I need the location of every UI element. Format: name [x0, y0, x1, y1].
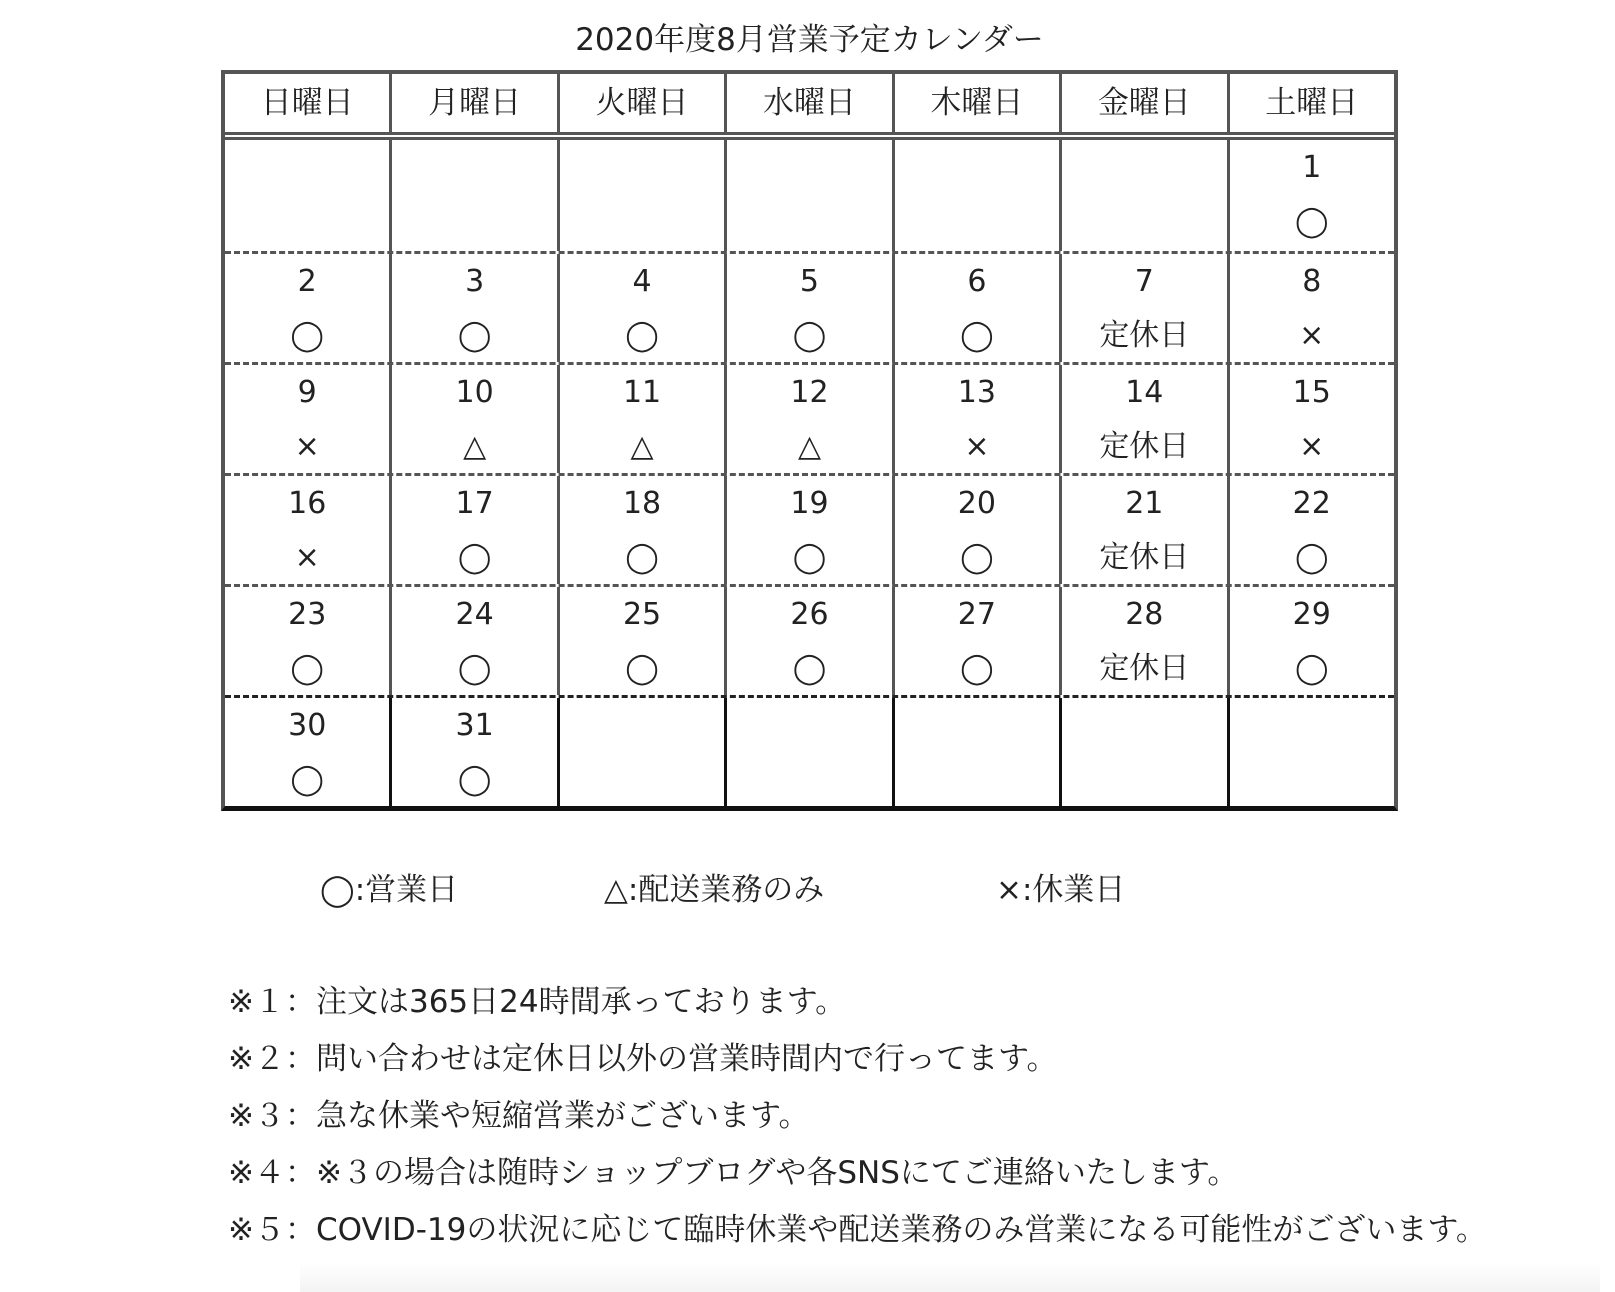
day-number: 12	[790, 375, 829, 410]
legend-delivery-only: △:配送業務のみ	[604, 872, 825, 908]
day-cell	[892, 254, 1059, 362]
weekday-friday: 金曜日	[1059, 74, 1226, 132]
day-status: ◯	[960, 651, 994, 686]
day-status: ◯	[290, 651, 324, 686]
day-cell	[225, 587, 389, 695]
week-row	[225, 584, 1394, 695]
calendar-title: 2020年度8月営業予定カレンダー	[575, 22, 1044, 58]
day-cell	[557, 476, 724, 584]
day-status: 定休日	[1099, 318, 1190, 353]
day-number: 8	[1302, 264, 1322, 299]
day-cell	[1227, 365, 1394, 473]
day-cell	[724, 476, 891, 584]
day-number: 27	[957, 597, 996, 632]
day-status: ×	[294, 540, 320, 575]
day-cell	[225, 365, 389, 473]
day-number: 29	[1292, 597, 1331, 632]
weekday-saturday: 土曜日	[1227, 74, 1394, 132]
day-cell	[557, 254, 724, 362]
day-number: 30	[288, 708, 327, 743]
day-status: △	[797, 429, 822, 464]
weekday-tuesday: 火曜日	[557, 74, 724, 132]
day-number: 6	[967, 264, 987, 299]
day-cell	[892, 365, 1059, 473]
day-cell	[1059, 476, 1226, 584]
day-number: 18	[622, 486, 662, 521]
day-cell	[225, 140, 389, 251]
day-number: 31	[455, 708, 494, 743]
day-cell	[389, 140, 556, 251]
day-cell	[557, 587, 724, 695]
day-cell	[389, 587, 556, 695]
day-cell	[389, 365, 556, 473]
week-row	[225, 140, 1394, 251]
note-item: ※２：問い合わせは定休日以外の営業時間内で行ってます。	[228, 1041, 1058, 1077]
weekday-sunday: 日曜日	[260, 85, 354, 121]
day-cell	[892, 698, 1059, 806]
day-number: 9	[297, 375, 317, 410]
calendar-body	[225, 140, 1394, 806]
day-status: ◯	[290, 318, 324, 353]
day-status: ×	[294, 429, 320, 464]
day-cell	[724, 587, 891, 695]
day-cell	[724, 698, 891, 806]
day-status: ◯	[1294, 651, 1329, 686]
legend-closed-day: ×:休業日	[996, 872, 1126, 908]
day-cell	[892, 476, 1059, 584]
day-cell	[724, 254, 891, 362]
day-number: 3	[465, 264, 485, 299]
day-cell	[1227, 587, 1394, 695]
day-cell	[724, 140, 891, 251]
day-cell	[1059, 140, 1226, 251]
day-number: 19	[790, 486, 829, 521]
day-cell	[557, 698, 724, 806]
day-cell	[557, 140, 724, 251]
day-status: ◯	[457, 318, 492, 353]
day-cell	[389, 254, 556, 362]
day-status: 定休日	[1099, 429, 1190, 464]
day-status: △	[463, 429, 487, 464]
day-number: 14	[1125, 375, 1164, 410]
note-item: ※３：急な休業や短縮営業がございます。	[228, 1098, 810, 1134]
day-status: ◯	[792, 651, 827, 686]
day-number: 22	[1292, 486, 1331, 521]
day-number: 25	[622, 597, 662, 632]
day-number: 16	[288, 486, 327, 521]
day-cell	[389, 698, 556, 806]
day-number: 2	[297, 264, 317, 299]
day-cell	[1059, 365, 1226, 473]
day-status: ◯	[457, 762, 492, 797]
day-number: 4	[632, 264, 652, 299]
notes-list	[228, 980, 1487, 1265]
day-status: ◯	[625, 318, 659, 353]
day-status: ◯	[625, 651, 659, 686]
day-number: 13	[957, 375, 996, 410]
weekday-monday: 月曜日	[389, 74, 556, 132]
day-status: ◯	[960, 540, 994, 575]
day-status: 定休日	[1099, 540, 1190, 575]
week-row	[225, 695, 1394, 806]
day-number: 10	[455, 375, 494, 410]
day-status: ◯	[290, 762, 324, 797]
day-status: ◯	[792, 318, 827, 353]
week-row	[225, 473, 1394, 584]
note-item: ※１：注文は365日24時間承っております。	[228, 984, 847, 1020]
day-number: 23	[288, 597, 327, 632]
day-status: ◯	[457, 651, 492, 686]
day-cell	[557, 365, 724, 473]
day-cell	[1059, 254, 1226, 362]
day-status: 定休日	[1099, 651, 1190, 686]
day-cell	[389, 476, 556, 584]
day-number: 21	[1125, 486, 1164, 521]
day-status: ×	[964, 429, 990, 464]
day-cell	[225, 476, 389, 584]
day-number: 24	[455, 597, 494, 632]
legend-open-day: ◯:営業日	[320, 872, 459, 908]
bottom-shadow	[300, 1262, 1600, 1292]
weekday-header-row	[225, 74, 1394, 140]
day-number: 15	[1292, 375, 1331, 410]
week-row	[225, 362, 1394, 473]
day-status: ◯	[960, 318, 994, 353]
day-cell	[1059, 587, 1226, 695]
day-cell	[1227, 254, 1394, 362]
day-number: 1	[1302, 150, 1322, 185]
day-cell	[892, 587, 1059, 695]
day-cell	[1227, 140, 1394, 251]
day-number: 7	[1134, 264, 1154, 299]
day-status: ×	[1299, 429, 1325, 464]
day-number: 17	[455, 486, 494, 521]
day-status: ×	[1299, 318, 1325, 353]
day-cell	[1227, 476, 1394, 584]
day-cell	[724, 365, 891, 473]
day-number: 28	[1125, 597, 1164, 632]
day-number: 26	[790, 597, 829, 632]
day-cell	[225, 698, 389, 806]
day-cell	[1227, 698, 1394, 806]
day-number: 20	[957, 486, 996, 521]
week-row	[225, 251, 1394, 362]
day-status: △	[630, 429, 654, 464]
day-status: ◯	[792, 540, 827, 575]
day-status: ◯	[1294, 540, 1329, 575]
day-number: 11	[622, 375, 662, 410]
weekday-thursday: 木曜日	[892, 74, 1059, 132]
day-number: 5	[799, 264, 820, 299]
day-status: ◯	[1294, 204, 1329, 239]
note-item: ※４：※３の場合は随時ショップブログや各SNSにてご連絡いたします。	[228, 1155, 1239, 1191]
day-status: ◯	[457, 540, 492, 575]
day-cell	[1059, 698, 1226, 806]
weekday-wednesday: 水曜日	[724, 74, 891, 132]
calendar-table	[221, 70, 1398, 811]
day-cell	[892, 140, 1059, 251]
day-status: ◯	[625, 540, 659, 575]
day-cell	[225, 254, 389, 362]
note-item: ※５：COVID-19の状況に応じて臨時休業や配送業務のみ営業になる可能性がございます。	[228, 1212, 1487, 1248]
